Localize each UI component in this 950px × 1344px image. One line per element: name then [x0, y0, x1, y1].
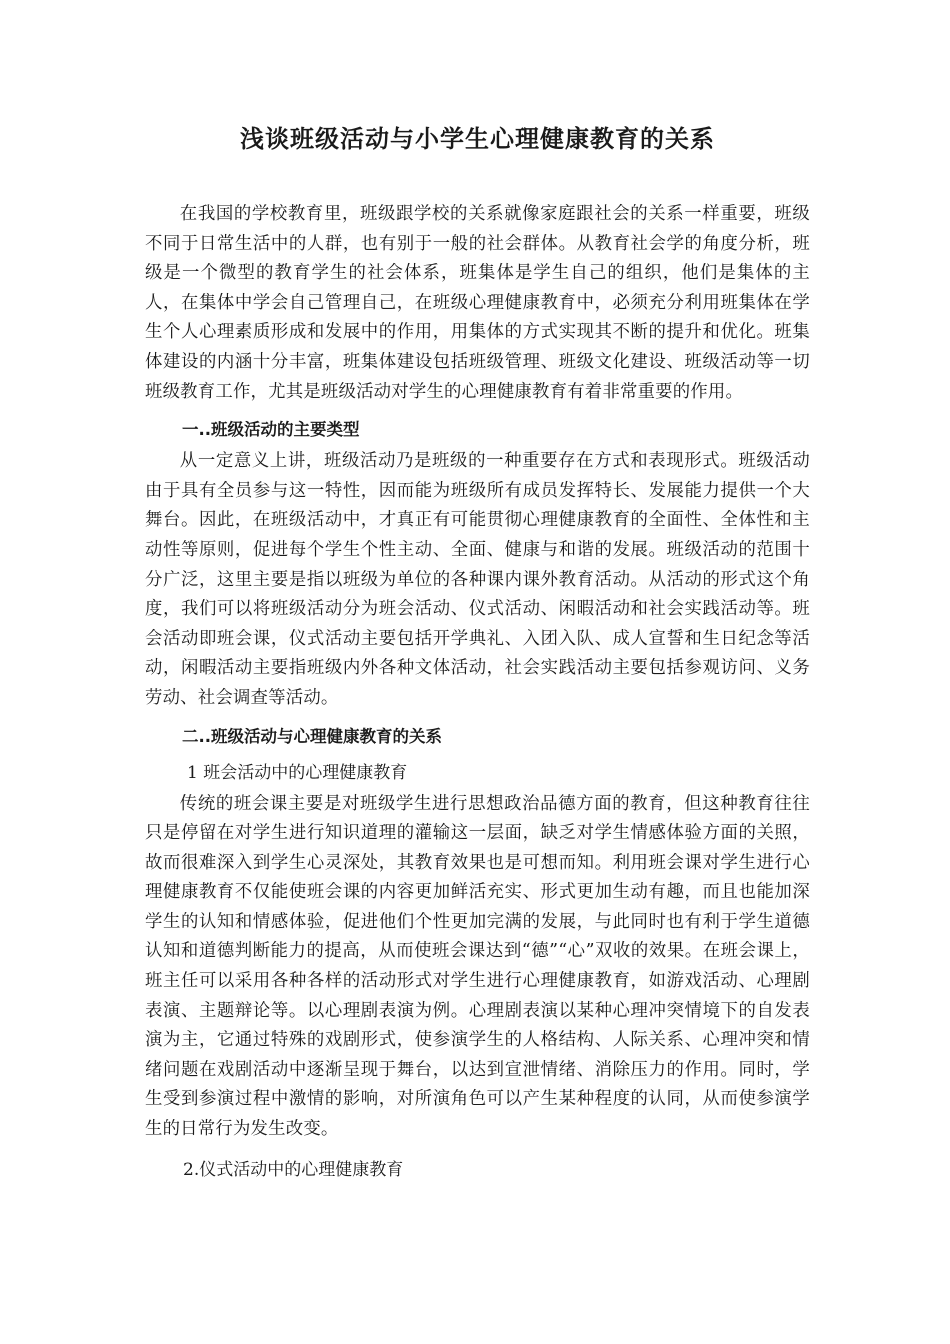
intro-paragraph: 在我国的学校教育里，班级跟学校的关系就像家庭跟社会的关系一样重要，班级不同于日常生活中的人群，也有别于一般的社会群体。从教育社会学的角度分析，班级是一个微型的教育学生的社会体系，班集体是学生自己的组织，他们是集体的主人，在集体中学会自己管理自己，在班级心理健康教育中，必须充分利用班集体在学生个人心理素质形成和发展中的作用，用集体的方式实现其不断的提升和优化。班集体建设的内涵十分丰富，班集体建设包括班级管理、班级文化建设、班级活动等一切班级教育工作，尤其是班级活动对学生的心理健康教育有着非常重要的作用。	[145, 204, 810, 402]
subsection-1-heading: 1 班会活动中的心理健康教育	[187, 762, 408, 783]
subsection-1-paragraph: 传统的班会课主要是对班级学生进行思想政治品德方面的教育，但这种教育往往只是停留在对学生进行知识道理的灌输这一层面，缺乏对学生情感体验方面的关照，故而很难深入到学生心灵深处，其教育效果也是可想而知。利用班会课对学生进行心理健康教育不仅能使班会课的内容更加鲜活充实、形式更加生动有趣，而且也能加深学生的认知和情感体验，促进他们个性更加完满的发展，与此同时也有利于学生道德认知和道德判断能力的提高，从而使班会课达到“德”“心”双收的效果。在班会课上，班主任可以采用各种各样的活动形式对学生进行心理健康教育，如游戏活动、心理剧表演、主题辩论等。以心理剧表演为例。心理剧表演以某种心理冲突情境下的自发表演为主，它通过特殊的戏剧形式，使参演学生的人格结构、人际关系、心理冲突和情绪问题在戏剧活动中逐渐呈现于舞台，以达到宣泄情绪、消除压力的作用。同时，学生受到参演过程中激情的影响，对所演角色可以产生某种程度的认同，从而使参演学生的日常行为发生改变。	[145, 793, 810, 1140]
section-1-heading: 一..班级活动的主要类型	[182, 420, 360, 440]
section-1-paragraph: 从一定意义上讲，班级活动乃是班级的一种重要存在方式和表现形式。班级活动由于具有全员参与这一特性，因而能为班级所有成员发挥特长、发展能力提供一个大舞台。因此，在班级活动中，才真正有可能贯彻心理健康教育的全面性、全体性和主动性等原则，促进每个学生个性主动、全面、健康与和谐的发展。班级活动的范围十分广泛，这里主要是指以班级为单位的各种课内课外教育活动。从活动的形式这个角度，我们可以将班级活动分为班会活动、仪式活动、闲暇活动和社会实践活动等。班会活动即班会课，仪式活动主要包括开学典礼、入团入队、成人宣誓和生日纪念等活动，闲暇活动主要指班级内外各种文体活动，社会实践活动主要包括参观访问、义务劳动、社会调查等活动。	[145, 451, 810, 708]
document-title: 浅谈班级活动与小学生心理健康教育的关系	[240, 124, 715, 153]
document-page	[145, 110, 810, 1187]
section-2-heading: 二..班级活动与心理健康教育的关系	[182, 726, 443, 746]
subsection-2-heading: 2.仪式活动中的心理健康教育	[183, 1159, 404, 1180]
